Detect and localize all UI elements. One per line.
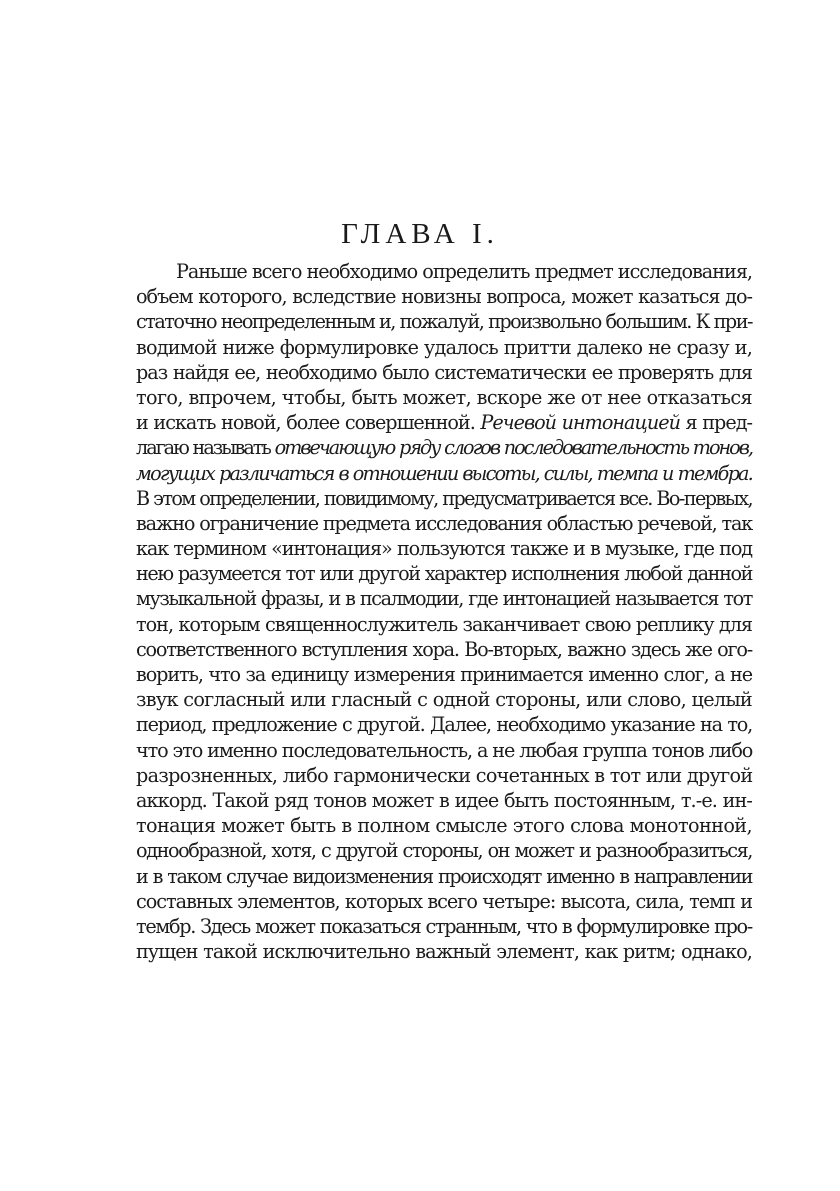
text-line — [136, 662, 752, 687]
text-run: того, впрочем, чтобы, быть может, вскоре же от нее отказаться — [136, 385, 752, 409]
text-line — [136, 461, 752, 486]
text-run: пущен такой исключительно важный элемент, как ритм; однако, — [136, 940, 752, 964]
text-line — [136, 788, 752, 813]
italic-text-run: Речевой интонацией — [480, 411, 680, 435]
text-run: водимой ниже формулировке удалось притти далеко не сразу и, — [136, 335, 752, 359]
text-run: тонация может быть в полном смысле этого слова монотонной, — [136, 814, 752, 838]
text-line — [136, 864, 752, 889]
text-run: звук согласный или гласный с одной стороны, или слово, целый — [136, 688, 752, 712]
text-line — [136, 259, 752, 284]
text-run: разрозненных, либо гармонически сочетанных в тот или другой — [136, 763, 753, 787]
text-line — [136, 586, 752, 611]
text-run: тембр. Здесь может показаться странным, что в формулировке про- — [136, 914, 752, 938]
text-line — [136, 838, 752, 863]
text-line — [136, 360, 752, 385]
italic-text-run: отвечающую ряду слогов последовательность тонов, — [274, 436, 752, 460]
chapter-title: ГЛАВА I. — [341, 218, 499, 250]
text-line — [136, 813, 752, 838]
text-run: соответственного вступления хора. Во-вторых, важно здесь же ого- — [136, 637, 752, 661]
text-line — [136, 486, 752, 511]
text-run: период, предложение с другой. Далее, необходимо указание на то, — [136, 713, 752, 737]
text-run: тон, которым священнослужитель заканчивает свою реплику для — [136, 612, 752, 636]
text-line — [136, 561, 752, 586]
text-line — [136, 939, 752, 964]
text-line — [136, 511, 752, 536]
text-line — [136, 637, 752, 662]
text-line — [136, 687, 752, 712]
text-run: раз найдя ее, необходимо было систематически ее проверять для — [136, 360, 752, 384]
text-run: нею разумеется тот или другой характер исполнения любой данной — [136, 562, 752, 586]
text-run: и искать новой, более совершенной. — [136, 411, 481, 435]
text-line — [136, 284, 752, 309]
text-line — [136, 335, 752, 360]
text-run: Раньше всего необходимо определить предмет исследования, — [176, 260, 753, 283]
chapter-body-paragraph — [136, 259, 752, 964]
text-run: и в таком случае видоизменения происходят именно в направлении — [136, 864, 752, 888]
text-line — [136, 889, 752, 914]
text-run: я пред- — [679, 411, 752, 435]
text-line — [136, 385, 752, 410]
text-run: лагаю называть — [136, 436, 275, 460]
text-run: статочно неопределенным и, пожалуй, произвольно большим. К при- — [136, 310, 752, 334]
text-run: В этом определении, повидимому, предусматривается все. Во-первых, — [136, 486, 752, 510]
text-line — [136, 738, 752, 763]
text-line — [136, 612, 752, 637]
text-line — [136, 712, 752, 737]
text-run: что это именно последовательность, а не любая группа тонов либо — [136, 738, 753, 762]
text-run: музыкальной фразы, и в псалмодии, где интонацией называется тот — [136, 587, 752, 611]
text-run: аккорд. Такой ряд тонов может в идее быть постоянным, т.-е. ин- — [136, 788, 752, 812]
italic-text-run: могущих различаться в отношении высоты, силы, темпа и тембра. — [136, 461, 752, 485]
text-run: составных элементов, которых всего четыре: высота, сила, темп и — [136, 889, 752, 913]
text-run: как термином «интонация» пользуются также и в музыке, где под — [136, 537, 752, 561]
text-line — [136, 536, 752, 561]
text-run: однообразной, хотя, с другой стороны, он может и разнообразиться, — [136, 839, 752, 863]
text-line — [136, 763, 752, 788]
text-line — [136, 914, 752, 939]
text-line — [136, 435, 752, 460]
text-run: объем которого, вследствие новизны вопроса, может казаться до- — [136, 285, 752, 309]
text-line — [136, 309, 752, 334]
text-line — [136, 410, 752, 435]
text-run: ворить, что за единицу измерения принимается именно слог, а не — [136, 663, 752, 686]
text-run: важно ограничение предмета исследования областью речевой, так — [136, 511, 752, 535]
